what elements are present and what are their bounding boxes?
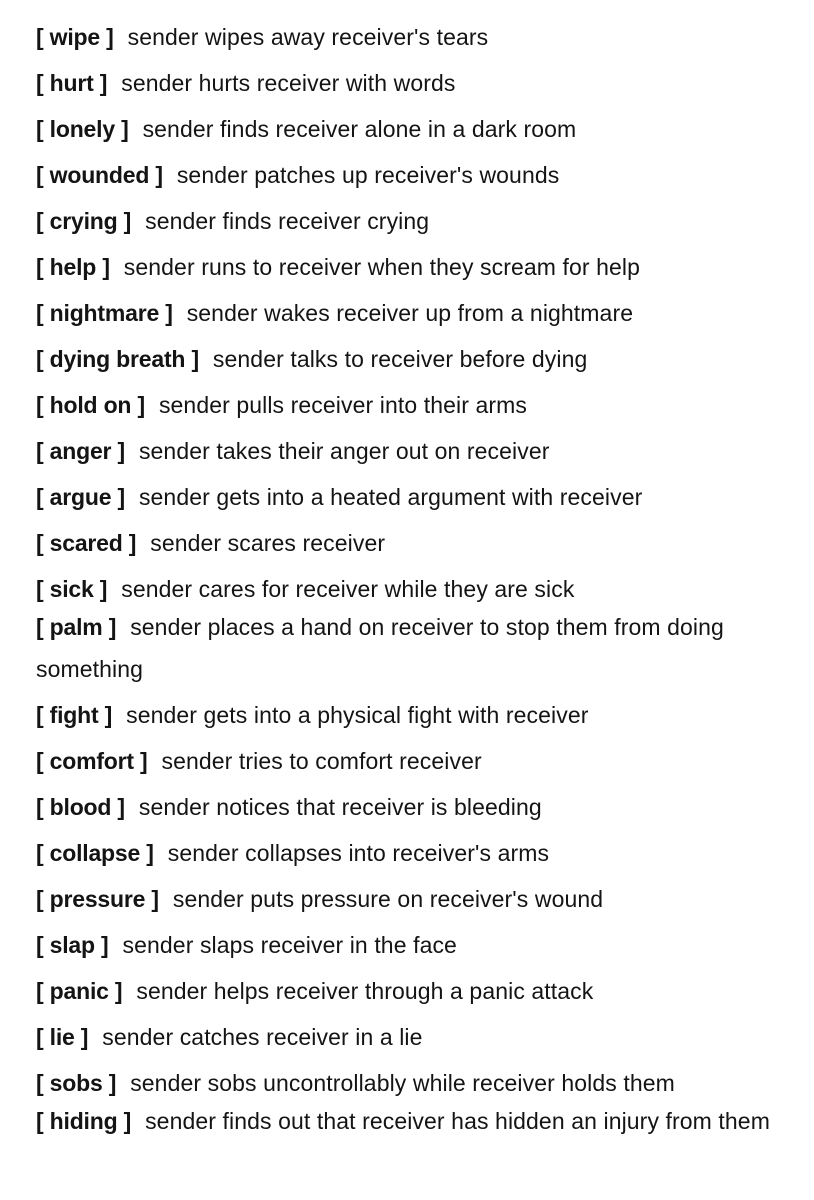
prompt-item-argue bbox=[36, 476, 796, 518]
prompt-item-panic bbox=[36, 970, 796, 1012]
prompt-item-blood bbox=[36, 786, 796, 828]
prompt-keyword: [ anger ] bbox=[36, 438, 125, 464]
prompt-description: sender runs to receiver when they scream for help bbox=[123, 254, 641, 280]
prompt-keyword: [ comfort ] bbox=[36, 748, 148, 774]
prompt-keyword: [ sick ] bbox=[36, 576, 108, 602]
prompt-item-nightmare bbox=[36, 292, 796, 334]
prompt-keyword: [ blood ] bbox=[36, 794, 125, 820]
prompt-description: sender puts pressure on receiver's wound bbox=[172, 886, 604, 912]
prompt-item-sobs bbox=[36, 1062, 796, 1104]
prompt-keyword: [ panic ] bbox=[36, 978, 123, 1004]
prompt-item-comfort bbox=[36, 740, 796, 782]
prompt-item-wipe bbox=[36, 16, 796, 58]
prompt-item-hiding bbox=[36, 1100, 796, 1142]
prompt-item-scared bbox=[36, 522, 796, 564]
prompt-description: sender hurts receiver with words bbox=[121, 70, 456, 96]
prompt-description: sender places a hand on receiver to stop them from doing something bbox=[36, 614, 724, 682]
prompt-description: sender gets into a heated argument with receiver bbox=[138, 484, 643, 510]
prompt-keyword: [ help ] bbox=[36, 254, 110, 280]
prompt-keyword: [ hold on ] bbox=[36, 392, 145, 418]
prompt-keyword: [ lonely ] bbox=[36, 116, 129, 142]
prompt-description: sender gets into a physical fight with receiver bbox=[126, 702, 589, 728]
prompt-keyword: [ scared ] bbox=[36, 530, 137, 556]
prompt-item-pressure bbox=[36, 878, 796, 920]
prompt-item-hurt bbox=[36, 62, 796, 104]
prompt-description: sender notices that receiver is bleeding bbox=[138, 794, 542, 820]
prompt-keyword: [ nightmare ] bbox=[36, 300, 173, 326]
prompt-description: sender scares receiver bbox=[150, 530, 386, 556]
prompt-item-palm bbox=[36, 606, 796, 690]
prompt-description: sender slaps receiver in the face bbox=[122, 932, 457, 958]
prompt-list bbox=[36, 16, 796, 1146]
prompt-keyword: [ wounded ] bbox=[36, 162, 163, 188]
prompt-item-wounded bbox=[36, 154, 796, 196]
prompt-description: sender wakes receiver up from a nightmare bbox=[186, 300, 634, 326]
prompt-keyword: [ slap ] bbox=[36, 932, 109, 958]
prompt-keyword: [ lie ] bbox=[36, 1024, 89, 1050]
prompt-description: sender pulls receiver into their arms bbox=[158, 392, 527, 418]
prompt-description: sender collapses into receiver's arms bbox=[167, 840, 550, 866]
prompt-keyword: [ dying breath ] bbox=[36, 346, 199, 372]
prompt-description: sender tries to comfort receiver bbox=[161, 748, 482, 774]
prompt-keyword: [ pressure ] bbox=[36, 886, 159, 912]
prompt-description: sender cares for receiver while they are sick bbox=[121, 576, 575, 602]
prompt-description: sender catches receiver in a lie bbox=[102, 1024, 423, 1050]
prompt-description: sender patches up receiver's wounds bbox=[176, 162, 560, 188]
prompt-item-lie bbox=[36, 1016, 796, 1058]
prompt-description: sender wipes away receiver's tears bbox=[127, 24, 489, 50]
prompt-item-anger bbox=[36, 430, 796, 472]
prompt-description: sender takes their anger out on receiver bbox=[138, 438, 550, 464]
prompt-item-help bbox=[36, 246, 796, 288]
prompt-keyword: [ wipe ] bbox=[36, 24, 114, 50]
prompt-item-sick bbox=[36, 568, 796, 610]
prompt-description: sender finds receiver alone in a dark room bbox=[142, 116, 577, 142]
prompt-keyword: [ hiding ] bbox=[36, 1108, 132, 1134]
prompt-item-crying bbox=[36, 200, 796, 242]
prompt-description: sender helps receiver through a panic attack bbox=[136, 978, 594, 1004]
prompt-keyword: [ sobs ] bbox=[36, 1070, 117, 1096]
prompt-item-dying-breath bbox=[36, 338, 796, 380]
prompt-description: sender talks to receiver before dying bbox=[212, 346, 588, 372]
prompt-description: sender sobs uncontrollably while receiver holds them bbox=[130, 1070, 675, 1096]
prompt-description: sender finds receiver crying bbox=[145, 208, 430, 234]
prompt-keyword: [ collapse ] bbox=[36, 840, 154, 866]
prompt-keyword: [ argue ] bbox=[36, 484, 125, 510]
prompt-keyword: [ fight ] bbox=[36, 702, 113, 728]
prompt-item-hold-on bbox=[36, 384, 796, 426]
prompt-item-collapse bbox=[36, 832, 796, 874]
prompt-item-lonely bbox=[36, 108, 796, 150]
prompt-description: sender finds out that receiver has hidden an injury from them bbox=[145, 1108, 770, 1134]
prompt-keyword: [ crying ] bbox=[36, 208, 132, 234]
prompt-keyword: [ palm ] bbox=[36, 614, 117, 640]
prompt-item-fight bbox=[36, 694, 796, 736]
prompt-item-slap bbox=[36, 924, 796, 966]
prompt-keyword: [ hurt ] bbox=[36, 70, 108, 96]
